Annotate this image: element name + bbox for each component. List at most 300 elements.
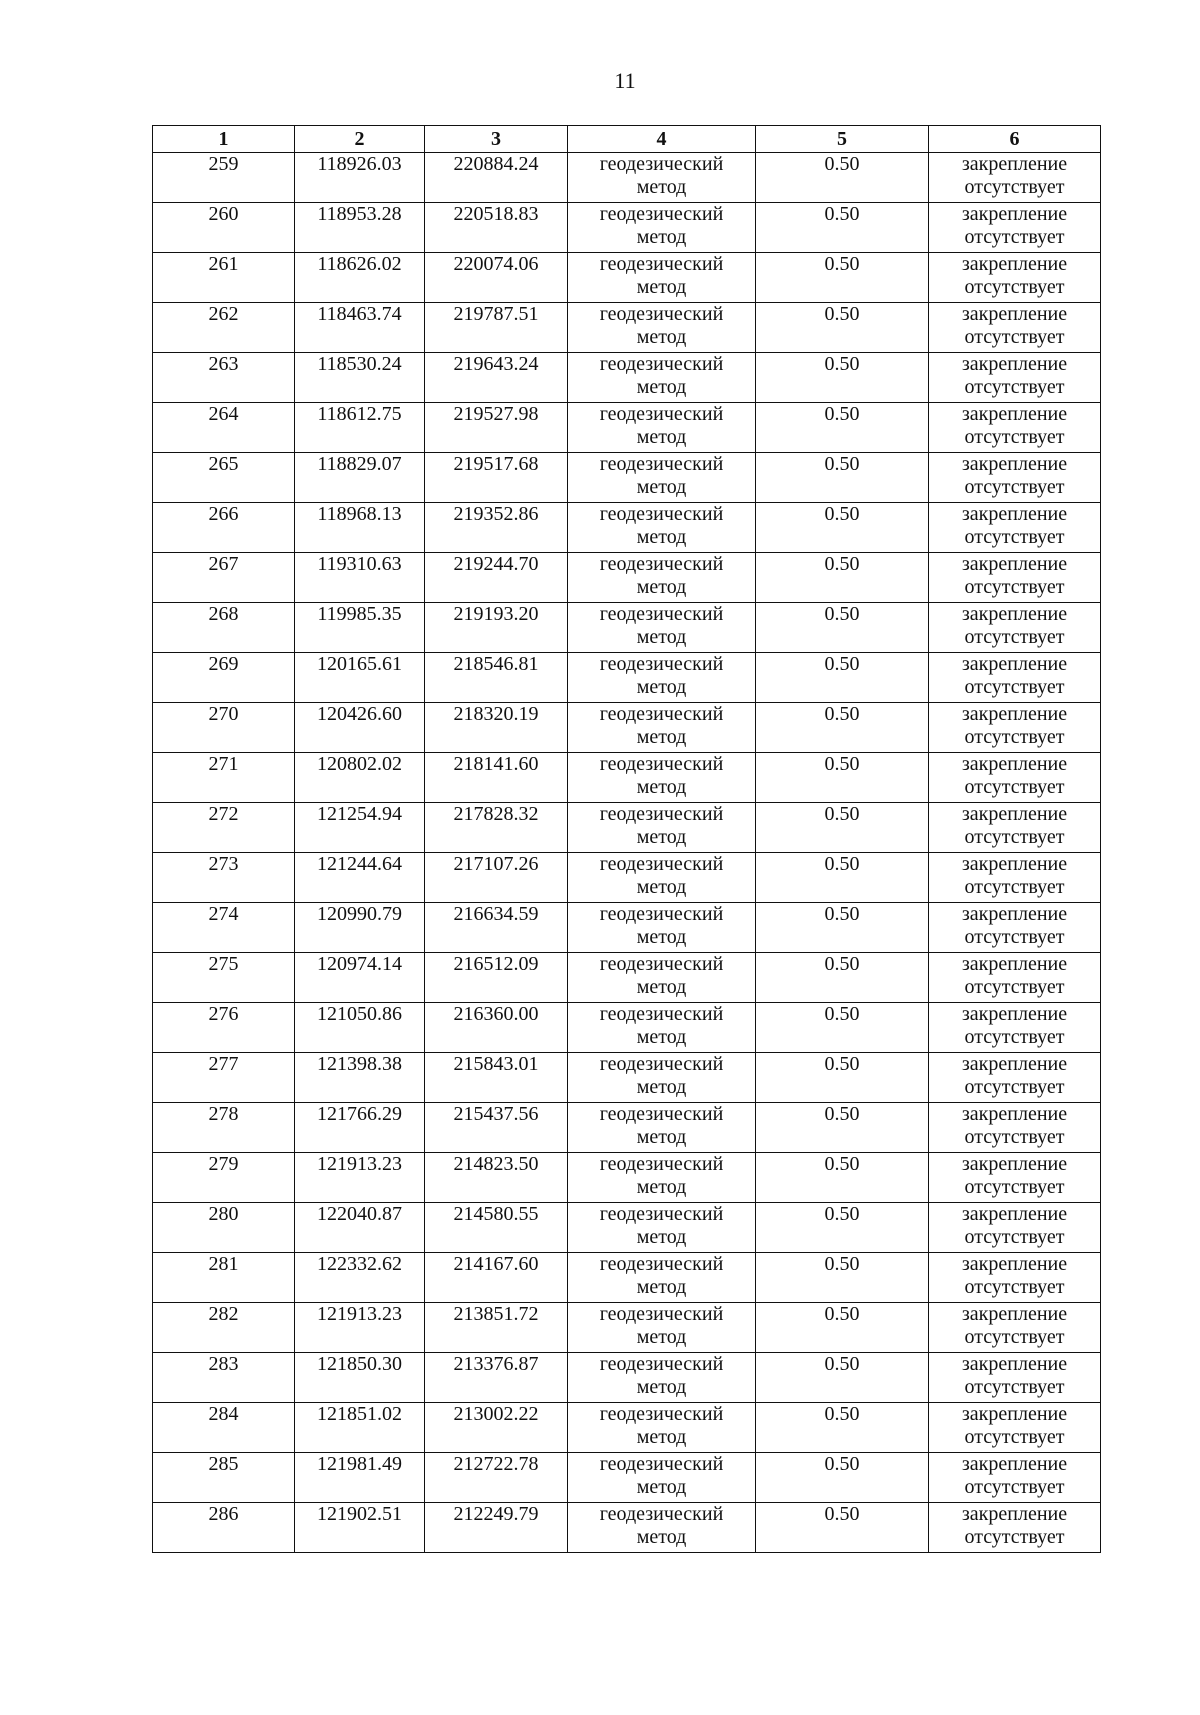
table-row [153,753,1101,803]
table-row [153,903,1101,953]
y-coordinate-cell: 215437.56 [425,1103,568,1153]
y-coordinate-cell: 219244.70 [425,553,568,603]
fixing-line-1: закрепление [961,853,1068,875]
error-cell: 0.50 [756,853,929,903]
method-cell [568,603,756,653]
error-cell: 0.50 [756,403,929,453]
method-cell [568,1403,756,1453]
fixing-cell [929,1053,1101,1103]
fixing-cell [929,603,1101,653]
table-row [153,1103,1101,1153]
fixing-line-2: отсутствует [964,876,1065,898]
point-number-cell: 271 [153,753,295,803]
x-coordinate-cell: 120974.14 [295,953,425,1003]
method-line-1: геодезический [599,253,724,275]
error-cell: 0.50 [756,603,929,653]
y-coordinate-cell: 220074.06 [425,253,568,303]
method-line-2: метод [636,1026,687,1048]
method-line-2: метод [636,426,687,448]
method-line-1: геодезический [599,603,724,625]
fixing-line-2: отсутствует [964,1176,1065,1198]
x-coordinate-cell: 118968.13 [295,503,425,553]
point-number-cell: 283 [153,1353,295,1403]
fixing-line-2: отсутствует [964,1026,1065,1048]
error-cell: 0.50 [756,353,929,403]
table-row [153,953,1101,1003]
x-coordinate-cell: 121398.38 [295,1053,425,1103]
x-coordinate-cell: 120426.60 [295,703,425,753]
method-line-2: метод [636,876,687,898]
y-coordinate-cell: 218320.19 [425,703,568,753]
x-coordinate-cell: 118829.07 [295,453,425,503]
header-col-1: 1 [153,126,295,153]
error-cell: 0.50 [756,1153,929,1203]
fixing-line-1: закрепление [961,203,1068,225]
error-cell: 0.50 [756,253,929,303]
fixing-line-1: закрепление [961,1303,1068,1325]
method-cell [568,153,756,203]
method-line-2: метод [636,776,687,798]
method-line-1: геодезический [599,1453,724,1475]
error-cell: 0.50 [756,903,929,953]
method-cell [568,1503,756,1553]
method-line-2: метод [636,326,687,348]
x-coordinate-cell: 121050.86 [295,1003,425,1053]
y-coordinate-cell: 216512.09 [425,953,568,1003]
fixing-cell [929,1153,1101,1203]
error-cell: 0.50 [756,1303,929,1353]
point-number-cell: 263 [153,353,295,403]
fixing-line-1: закрепление [961,303,1068,325]
error-cell: 0.50 [756,753,929,803]
method-line-1: геодезический [599,1503,724,1525]
table-row [153,303,1101,353]
method-cell [568,703,756,753]
fixing-cell [929,503,1101,553]
method-line-2: метод [636,1526,687,1548]
method-line-1: геодезический [599,153,724,175]
x-coordinate-cell: 121913.23 [295,1153,425,1203]
fixing-line-1: закрепление [961,253,1068,275]
y-coordinate-cell: 216360.00 [425,1003,568,1053]
error-cell: 0.50 [756,653,929,703]
x-coordinate-cell: 122040.87 [295,1203,425,1253]
y-coordinate-cell: 214167.60 [425,1253,568,1303]
y-coordinate-cell: 214580.55 [425,1203,568,1253]
method-cell [568,503,756,553]
fixing-line-1: закрепление [961,703,1068,725]
y-coordinate-cell: 219643.24 [425,353,568,403]
fixing-line-2: отсутствует [964,326,1065,348]
fixing-line-1: закрепление [961,353,1068,375]
fixing-line-2: отсутствует [964,1126,1065,1148]
method-line-2: метод [636,226,687,248]
point-number-cell: 270 [153,703,295,753]
method-line-1: геодезический [599,703,724,725]
table-row [153,1503,1101,1553]
method-line-1: геодезический [599,1153,724,1175]
table-row [153,453,1101,503]
header-col-6: 6 [929,126,1101,153]
method-cell [568,1053,756,1103]
fixing-line-2: отсутствует [964,976,1065,998]
x-coordinate-cell: 121851.02 [295,1403,425,1453]
fixing-cell [929,1253,1101,1303]
point-number-cell: 274 [153,903,295,953]
method-line-1: геодезический [599,1103,724,1125]
method-line-2: метод [636,476,687,498]
table-row [153,653,1101,703]
error-cell: 0.50 [756,1403,929,1453]
fixing-cell [929,1453,1101,1503]
table-row [153,503,1101,553]
method-cell [568,353,756,403]
y-coordinate-cell: 218546.81 [425,653,568,703]
method-line-2: метод [636,926,687,948]
method-line-1: геодезический [599,953,724,975]
x-coordinate-cell: 118612.75 [295,403,425,453]
x-coordinate-cell: 120990.79 [295,903,425,953]
point-number-cell: 278 [153,1103,295,1153]
fixing-line-2: отсутствует [964,176,1065,198]
point-number-cell: 280 [153,1203,295,1253]
method-line-1: геодезический [599,753,724,775]
table-row [153,1453,1101,1503]
y-coordinate-cell: 219517.68 [425,453,568,503]
table-row [153,153,1101,203]
point-number-cell: 265 [153,453,295,503]
x-coordinate-cell: 118626.02 [295,253,425,303]
fixing-line-2: отсутствует [964,1326,1065,1348]
method-line-2: метод [636,1276,687,1298]
fixing-line-2: отсутствует [964,1376,1065,1398]
x-coordinate-cell: 121850.30 [295,1353,425,1403]
fixing-cell [929,403,1101,453]
point-number-cell: 285 [153,1453,295,1503]
method-line-2: метод [636,526,687,548]
method-line-1: геодезический [599,853,724,875]
method-line-1: геодезический [599,203,724,225]
x-coordinate-cell: 119310.63 [295,553,425,603]
x-coordinate-cell: 121766.29 [295,1103,425,1153]
point-number-cell: 269 [153,653,295,703]
method-cell [568,1153,756,1203]
fixing-cell [929,453,1101,503]
fixing-line-1: закрепление [961,1403,1068,1425]
fixing-cell [929,853,1101,903]
method-line-2: метод [636,1126,687,1148]
method-line-2: метод [636,1176,687,1198]
fixing-line-2: отсутствует [964,576,1065,598]
fixing-line-1: закрепление [961,1103,1068,1125]
method-line-2: метод [636,1076,687,1098]
fixing-cell [929,953,1101,1003]
page-number: 11 [614,68,636,93]
error-cell: 0.50 [756,1003,929,1053]
error-cell: 0.50 [756,1253,929,1303]
point-number-cell: 281 [153,1253,295,1303]
method-cell [568,1253,756,1303]
point-number-cell: 276 [153,1003,295,1053]
method-line-1: геодезический [599,1003,724,1025]
fixing-line-1: закрепление [961,1053,1068,1075]
point-number-cell: 261 [153,253,295,303]
method-line-2: метод [636,826,687,848]
fixing-line-2: отсутствует [964,1276,1065,1298]
method-line-1: геодезический [599,903,724,925]
fixing-line-1: закрепление [961,1003,1068,1025]
error-cell: 0.50 [756,1353,929,1403]
method-cell [568,903,756,953]
error-cell: 0.50 [756,453,929,503]
error-cell: 0.50 [756,1453,929,1503]
point-number-cell: 284 [153,1403,295,1453]
table-row [153,803,1101,853]
point-number-cell: 264 [153,403,295,453]
y-coordinate-cell: 214823.50 [425,1153,568,1203]
error-cell: 0.50 [756,1503,929,1553]
error-cell: 0.50 [756,303,929,353]
x-coordinate-cell: 121244.64 [295,853,425,903]
point-number-cell: 277 [153,1053,295,1103]
x-coordinate-cell: 120802.02 [295,753,425,803]
fixing-line-1: закрепление [961,153,1068,175]
error-cell: 0.50 [756,553,929,603]
x-coordinate-cell: 121902.51 [295,1503,425,1553]
fixing-line-2: отсутствует [964,376,1065,398]
method-cell [568,953,756,1003]
table-row [153,1403,1101,1453]
method-line-1: геодезический [599,1303,724,1325]
fixing-line-2: отсутствует [964,776,1065,798]
error-cell: 0.50 [756,203,929,253]
method-line-1: геодезический [599,353,724,375]
fixing-cell [929,903,1101,953]
method-line-1: геодезический [599,303,724,325]
fixing-cell [929,753,1101,803]
method-line-1: геодезический [599,1353,724,1375]
y-coordinate-cell: 217828.32 [425,803,568,853]
method-line-2: метод [636,976,687,998]
method-cell [568,1453,756,1503]
table-row [153,603,1101,653]
error-cell: 0.50 [756,1103,929,1153]
fixing-cell [929,1503,1101,1553]
table-row [153,1003,1101,1053]
y-coordinate-cell: 219527.98 [425,403,568,453]
point-number-cell: 282 [153,1303,295,1353]
method-line-1: геодезический [599,803,724,825]
fixing-cell [929,1403,1101,1453]
y-coordinate-cell: 217107.26 [425,853,568,903]
method-line-2: метод [636,376,687,398]
y-coordinate-cell: 213002.22 [425,1403,568,1453]
point-number-cell: 260 [153,203,295,253]
fixing-cell [929,153,1101,203]
x-coordinate-cell: 118953.28 [295,203,425,253]
method-line-1: геодезический [599,503,724,525]
method-line-2: метод [636,1326,687,1348]
point-number-cell: 272 [153,803,295,853]
fixing-line-2: отсутствует [964,476,1065,498]
fixing-line-2: отсутствует [964,1076,1065,1098]
fixing-line-2: отсутствует [964,526,1065,548]
fixing-line-2: отсутствует [964,1526,1065,1548]
y-coordinate-cell: 220518.83 [425,203,568,253]
method-line-1: геодезический [599,553,724,575]
fixing-line-2: отсутствует [964,826,1065,848]
table-row [153,403,1101,453]
x-coordinate-cell: 120165.61 [295,653,425,703]
table-row [153,553,1101,603]
x-coordinate-cell: 119985.35 [295,603,425,653]
fixing-cell [929,1003,1101,1053]
y-coordinate-cell: 212249.79 [425,1503,568,1553]
fixing-line-2: отсутствует [964,676,1065,698]
table-row [153,253,1101,303]
y-coordinate-cell: 219787.51 [425,303,568,353]
fixing-cell [929,1103,1101,1153]
method-line-2: метод [636,1426,687,1448]
x-coordinate-cell: 121913.23 [295,1303,425,1353]
fixing-line-1: закрепление [961,903,1068,925]
y-coordinate-cell: 215843.01 [425,1053,568,1103]
fixing-line-2: отсутствует [964,626,1065,648]
header-col-5: 5 [756,126,929,153]
fixing-line-2: отсутствует [964,276,1065,298]
table-row [153,1253,1101,1303]
method-cell [568,253,756,303]
fixing-line-1: закрепление [961,403,1068,425]
fixing-line-1: закрепление [961,503,1068,525]
table-row [153,853,1101,903]
error-cell: 0.50 [756,503,929,553]
fixing-cell [929,553,1101,603]
table-row [153,353,1101,403]
method-cell [568,1353,756,1403]
table-row [153,1053,1101,1103]
method-cell [568,1303,756,1353]
error-cell: 0.50 [756,1203,929,1253]
y-coordinate-cell: 219193.20 [425,603,568,653]
point-number-cell: 286 [153,1503,295,1553]
fixing-line-2: отсутствует [964,926,1065,948]
point-number-cell: 275 [153,953,295,1003]
fixing-line-1: закрепление [961,753,1068,775]
table-row [153,1203,1101,1253]
fixing-cell [929,1303,1101,1353]
method-line-2: метод [636,1476,687,1498]
fixing-line-2: отсутствует [964,1476,1065,1498]
method-line-2: метод [636,676,687,698]
method-cell [568,753,756,803]
method-line-2: метод [636,176,687,198]
fixing-line-1: закрепление [961,803,1068,825]
fixing-cell [929,803,1101,853]
method-line-1: геодезический [599,403,724,425]
x-coordinate-cell: 118463.74 [295,303,425,353]
table-body [153,153,1101,1553]
method-line-2: метод [636,1376,687,1398]
point-number-cell: 266 [153,503,295,553]
table-row [153,203,1101,253]
method-cell [568,1203,756,1253]
method-line-2: метод [636,276,687,298]
fixing-line-1: закрепление [961,1503,1068,1525]
y-coordinate-cell: 220884.24 [425,153,568,203]
method-line-1: геодезический [599,1403,724,1425]
fixing-line-1: закрепление [961,953,1068,975]
fixing-cell [929,1203,1101,1253]
method-line-2: метод [636,626,687,648]
method-line-2: метод [636,726,687,748]
method-cell [568,1003,756,1053]
fixing-line-1: закрепление [961,553,1068,575]
x-coordinate-cell: 118926.03 [295,153,425,203]
method-line-1: геодезический [599,1253,724,1275]
fixing-cell [929,253,1101,303]
fixing-line-1: закрепление [961,453,1068,475]
point-number-cell: 259 [153,153,295,203]
fixing-line-1: закрепление [961,653,1068,675]
fixing-line-2: отсутствует [964,726,1065,748]
method-line-2: метод [636,1226,687,1248]
coordinates-table [152,125,1101,1553]
method-cell [568,653,756,703]
table-row [153,1153,1101,1203]
y-coordinate-cell: 216634.59 [425,903,568,953]
point-number-cell: 279 [153,1153,295,1203]
error-cell: 0.50 [756,153,929,203]
method-line-1: геодезический [599,1203,724,1225]
method-line-1: геодезический [599,653,724,675]
error-cell: 0.50 [756,1053,929,1103]
y-coordinate-cell: 219352.86 [425,503,568,553]
fixing-line-2: отсутствует [964,1426,1065,1448]
table-header [153,126,1101,153]
method-line-2: метод [636,576,687,598]
fixing-line-2: отсутствует [964,426,1065,448]
fixing-line-1: закрепление [961,603,1068,625]
point-number-cell: 267 [153,553,295,603]
x-coordinate-cell: 121981.49 [295,1453,425,1503]
method-cell [568,1103,756,1153]
table-row [153,703,1101,753]
fixing-line-1: закрепление [961,1353,1068,1375]
fixing-cell [929,653,1101,703]
y-coordinate-cell: 212722.78 [425,1453,568,1503]
error-cell: 0.50 [756,953,929,1003]
header-col-2: 2 [295,126,425,153]
x-coordinate-cell: 122332.62 [295,1253,425,1303]
method-cell [568,203,756,253]
header-col-3: 3 [425,126,568,153]
method-cell [568,803,756,853]
fixing-cell [929,703,1101,753]
x-coordinate-cell: 121254.94 [295,803,425,853]
fixing-cell [929,1353,1101,1403]
fixing-cell [929,303,1101,353]
fixing-line-1: закрепление [961,1453,1068,1475]
method-cell [568,553,756,603]
method-cell [568,403,756,453]
header-row [153,126,1101,153]
fixing-line-2: отсутствует [964,1226,1065,1248]
header-col-4: 4 [568,126,756,153]
y-coordinate-cell: 213376.87 [425,1353,568,1403]
fixing-line-1: закрепление [961,1153,1068,1175]
table-row [153,1353,1101,1403]
